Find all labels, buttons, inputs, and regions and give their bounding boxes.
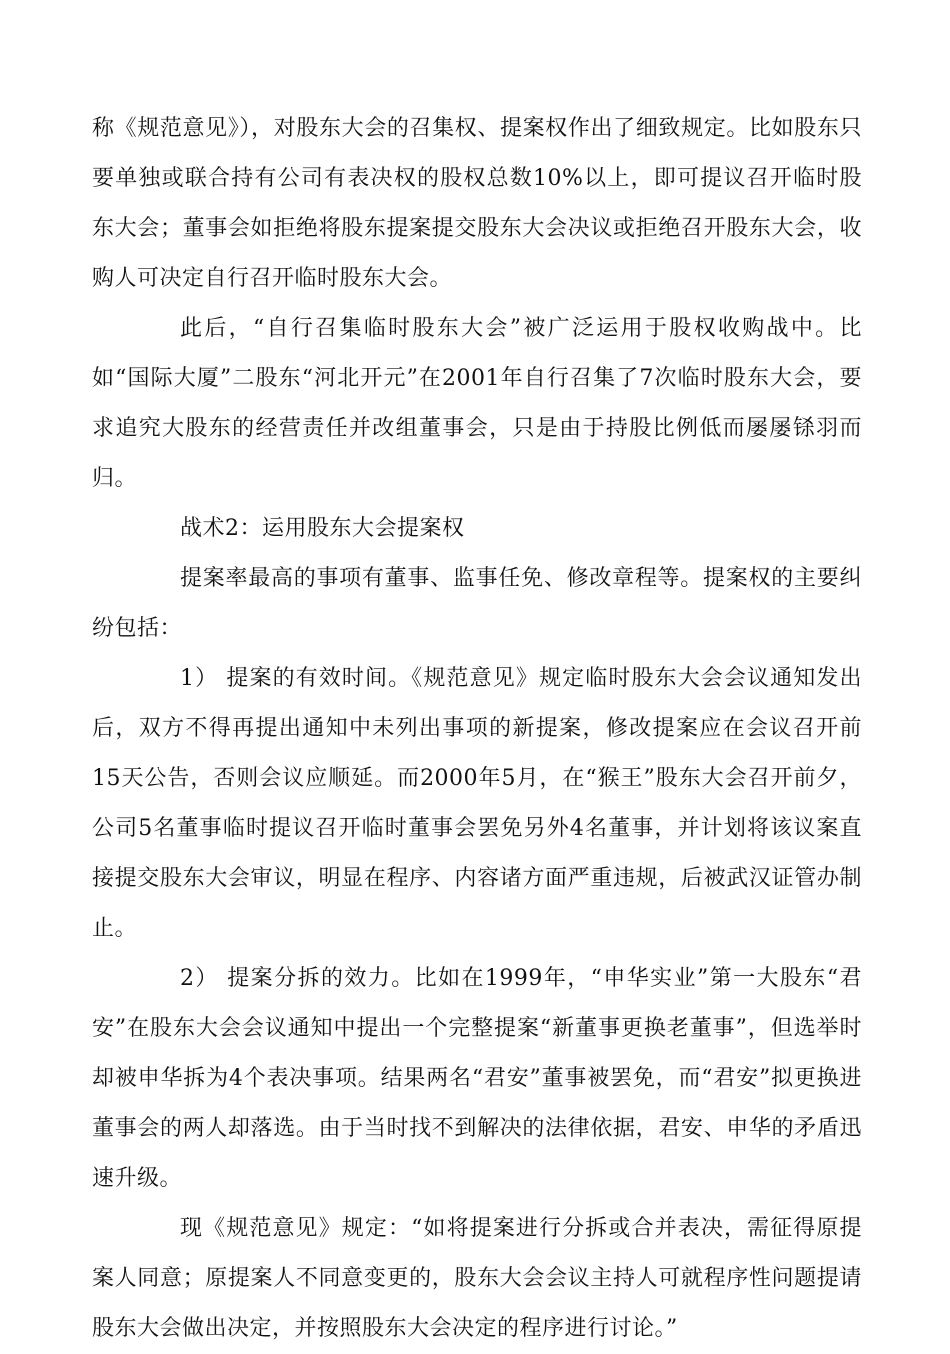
paragraph-continuation: 称《规范意见》），对股东大会的召集权、提案权作出了细致规定。比如股东只要单独或联合持有公司有表决权的股权总数10%以上，即可提议召开临时股东大会；董事会如拒绝将股东提案提交股东大会决议或拒绝召开股东大会，收购人可决定自行召开临时股东大会。	[92, 116, 862, 291]
document-body	[92, 104, 862, 1354]
section-heading-tactic-2: 战术2：运用股东大会提案权	[180, 516, 465, 541]
paragraph-item-1-proposal-timing: 1） 提案的有效时间。《规范意见》规定临时股东大会会议通知发出后，双方不得再提出通知中未列出事项的新提案，修改提案应在会议召开前15天公告，否则会议应顺延。而2000年5月，在“猴王”股东大会召开前夕，公司5名董事临时提议召开临时董事会罢免另外4名董事，并计划将该议案直接提交股东大会审议，明显在程序、内容诸方面严重违规，后被武汉证管办制止。	[92, 666, 862, 941]
paragraph-self-convened-meetings: 此后，“自行召集临时股东大会”被广泛运用于股权收购战中。比如“国际大厦”二股东“河北开元”在2001年自行召集了7次临时股东大会，要求追究大股东的经营责任并改组董事会，只是由于持股比例低而屡屡铩羽而归。	[92, 316, 862, 491]
paragraph-current-rules: 现《规范意见》规定：“如将提案进行分拆或合并表决，需征得原提案人同意；原提案人不同意变更的，股东大会会议主持人可就程序性问题提请股东大会做出决定，并按照股东大会决定的程序进行讨论。”	[92, 1216, 862, 1341]
paragraph-item-2-proposal-split: 2） 提案分拆的效力。比如在1999年，“申华实业”第一大股东“君安”在股东大会会议通知中提出一个完整提案“新董事更换老董事”，但选举时却被申华拆为4个表决事项。结果两名“君安”董事被罢免，而“君安”拟更换进董事会的两人却落选。由于当时找不到解决的法律依据，君安、申华的矛盾迅速升级。	[92, 966, 862, 1191]
paragraph-proposal-matters: 提案率最高的事项有董事、监事任免、修改章程等。提案权的主要纠纷包括：	[92, 566, 862, 641]
